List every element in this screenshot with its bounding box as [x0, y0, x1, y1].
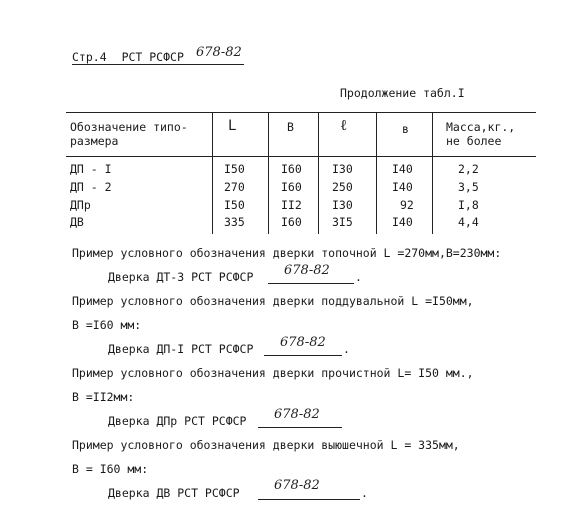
header-B: B — [287, 120, 294, 134]
cell-L: 335 — [224, 215, 245, 229]
table-col-divider — [318, 112, 319, 234]
cell-b: 92 — [400, 198, 414, 212]
cell-L: 270 — [224, 180, 245, 194]
page-header — [72, 50, 184, 64]
example-2-number-handwritten: 678-82 — [280, 335, 326, 350]
cell-b: I40 — [392, 162, 413, 176]
cell-name: ДВ — [70, 215, 84, 229]
example-1-number-handwritten: 678-82 — [284, 263, 330, 278]
example-2-period: . — [343, 342, 350, 356]
example-3-number-handwritten: 678-82 — [274, 407, 320, 422]
cell-mass: 4,4 — [458, 215, 479, 229]
example-3-text: Пример условного обозначения дверки прочистной L= I50 мм., — [72, 366, 474, 380]
example-1-code: Дверка ДТ-3 РСТ РСФСР — [108, 270, 254, 284]
cell-l: 3I5 — [332, 215, 353, 229]
page-label: Стр.4 — [72, 50, 107, 64]
cell-L: I50 — [224, 198, 245, 212]
cell-name: ДП - I — [70, 162, 112, 176]
example-2-dim: B =I60 мм: — [72, 318, 142, 332]
cell-b: I40 — [392, 180, 413, 194]
table-header-rule — [66, 156, 536, 157]
header-b: в — [402, 122, 409, 136]
cell-mass: 2,2 — [458, 162, 479, 176]
example-4-underline — [258, 499, 360, 500]
cell-name: ДПр — [70, 198, 91, 212]
example-4-period: . — [361, 486, 368, 500]
header-name: Обозначение типо- размера — [70, 120, 188, 148]
table-continuation-label: Продолжение табл.I — [340, 86, 465, 100]
cell-l: I30 — [332, 198, 353, 212]
header-underline — [72, 64, 244, 65]
example-3-underline — [258, 427, 342, 428]
table-col-divider — [432, 112, 433, 234]
table-col-divider — [212, 112, 213, 234]
cell-mass: I,8 — [458, 198, 479, 212]
example-1-text: Пример условного обозначения дверки топочной L =270мм,B=230мм: — [72, 246, 502, 260]
cell-B: I60 — [281, 162, 302, 176]
example-4-text: Пример условного обозначения дверки выюшечной L = 335мм, — [72, 438, 460, 452]
example-4-number-handwritten: 678-82 — [274, 478, 320, 493]
example-2-code: Дверка ДП-I РСТ РСФСР — [108, 342, 254, 356]
cell-B: I60 — [281, 180, 302, 194]
standard-number-handwritten: 678-82 — [196, 45, 242, 60]
table-col-divider — [376, 112, 377, 234]
example-3-code: Дверка ДПр РСТ РСФСР — [108, 414, 247, 428]
cell-l: I30 — [332, 162, 353, 176]
cell-b: I40 — [392, 215, 413, 229]
example-4-dim: B = I60 мм: — [72, 462, 149, 476]
example-2-text: Пример условного обозначения дверки поддувальной L =I50мм, — [72, 294, 474, 308]
standard-name: РСТ РСФСР — [121, 50, 184, 64]
cell-name: ДП - 2 — [70, 180, 112, 194]
table-top-rule — [66, 112, 536, 113]
example-2-underline — [264, 355, 342, 356]
cell-B: I60 — [281, 215, 302, 229]
cell-mass: 3,5 — [458, 180, 479, 194]
example-1-period: . — [355, 270, 362, 284]
example-1-underline — [268, 283, 354, 284]
example-4-code: Дверка ДВ РСТ РСФСР — [108, 486, 240, 500]
cell-L: I50 — [224, 162, 245, 176]
cell-B: II2 — [281, 198, 302, 212]
example-3-dim: B =II2мм: — [72, 390, 135, 404]
header-L: L — [228, 118, 237, 134]
header-mass: Масса,кг., не более — [446, 120, 516, 148]
header-l: ℓ — [340, 116, 348, 134]
cell-l: 250 — [332, 180, 353, 194]
table-col-divider — [268, 112, 269, 234]
